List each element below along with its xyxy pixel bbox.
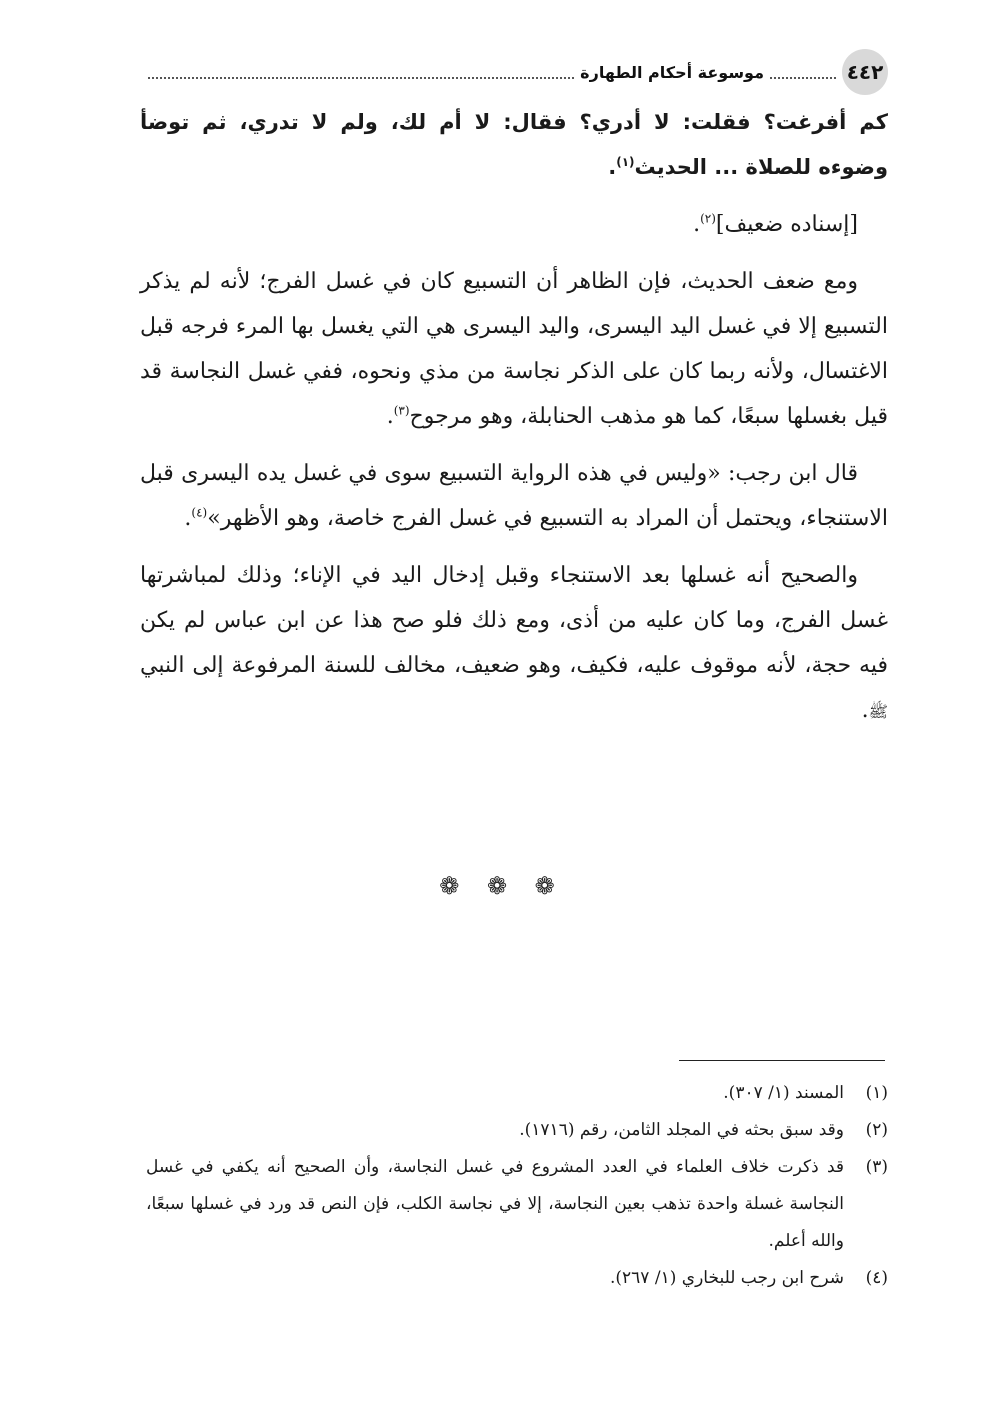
- page-header: [142, 48, 888, 96]
- paragraph-grading: [140, 202, 888, 247]
- paragraph-text: والصحيح أنه غسلها بعد الاستنجاء وقبل إدخال اليد في الإناء؛ وذلك لمباشرتها غسل الفرج، وما كان عليه من أذى، ومع ذلك فلو صح هذا عن ابن عباس لم يكن فيه حجة، لأنه موقوف عليه، فكيف، وهو ضعيف، مخالف للسنة المرفوعة إلى النبي: [140, 563, 888, 678]
- footnote-number: (٢): [865, 1120, 888, 1140]
- footnote-item: [146, 1075, 888, 1112]
- page-number-badge: ٤٤٢: [842, 49, 888, 95]
- footnote-text: وقد سبق بحثه في المجلد الثامن، رقم (١٧١٦).: [519, 1120, 844, 1140]
- paragraph-text: ومع ضعف الحديث، فإن الظاهر أن التسبيع كان في غسل الفرج؛ لأنه لم يذكر التسبيع إلا في غسل اليد اليسرى، واليد اليسرى هي التي يغسل بها المرء فرجه قبل الاغتسال، ولأنه ربما كان على الذكر نجاسة من مذي ونحوه، ففي غسل النجاسة قد قيل بغسلها سبعًا، كما هو مذهب الحنابلة، وهو مرجوح: [140, 269, 888, 429]
- footnote-separator: [679, 1060, 885, 1061]
- paragraph-text: كم أفرغت؟ فقلت: لا أدري؟ فقال: لا أم لك، ولم لا تدري، ثم توضأ وضوءه للصلاة ... الحديث: [140, 110, 888, 179]
- footnote-ref[interactable]: (١): [616, 155, 635, 169]
- paragraph-end: .: [693, 212, 701, 237]
- footnote-item: [146, 1112, 888, 1149]
- header-dotted-leader-right: [770, 77, 836, 81]
- footnote-number: (٤): [865, 1268, 888, 1288]
- section-divider-ornament: ❁ ❁ ❁: [439, 872, 565, 900]
- paragraph-quote: [140, 451, 888, 541]
- footnote-text: شرح ابن رجب للبخاري (١/ ٢٦٧).: [610, 1268, 844, 1288]
- paragraph-text: [إسناده ضعيف]: [715, 212, 858, 237]
- paragraph-hadith: [140, 100, 888, 190]
- paragraph-conclusion: [140, 553, 888, 734]
- honorific-glyph: ﷺ: [868, 702, 888, 721]
- footnotes: [146, 1075, 888, 1297]
- footnote-ref[interactable]: (٤): [191, 505, 208, 520]
- paragraph-end: .: [386, 404, 394, 429]
- footnote-item: [146, 1260, 888, 1297]
- footnote-text: قد ذكرت خلاف العلماء في العدد المشروع في غسل النجاسة، وأن الصحيح أنه يكفي في غسل النجاسة غسلة واحدة تذهب بعين النجاسة، إلا في نجاسة الكلب، فإن النص قد ورد في غسلها سبعًا، والله أعلم.: [146, 1157, 844, 1251]
- paragraph-end: .: [184, 506, 192, 531]
- paragraph-end: .: [861, 698, 869, 723]
- main-text: [140, 100, 888, 746]
- paragraph-discussion: [140, 259, 888, 439]
- header-dotted-leader-left: [148, 77, 574, 81]
- footnote-text: المسند (١/ ٣٠٧).: [723, 1083, 844, 1103]
- footnote-ref[interactable]: (٢): [700, 211, 716, 226]
- paragraph-end: .: [608, 155, 617, 179]
- footnote-number: (١): [865, 1083, 888, 1103]
- footnote-ref[interactable]: (٣): [393, 403, 410, 418]
- paragraph-text: قال ابن رجب: «وليس في هذه الرواية التسبيع سوى في غسل يده اليسرى قبل الاستنجاء، ويحتمل أن المراد به التسبيع في غسل الفرج خاصة، وهو الأظهر»: [140, 461, 888, 531]
- footnote-item: [146, 1149, 888, 1260]
- running-title: موسوعة أحكام الطهارة: [580, 62, 764, 82]
- footnote-number: (٣): [865, 1157, 888, 1177]
